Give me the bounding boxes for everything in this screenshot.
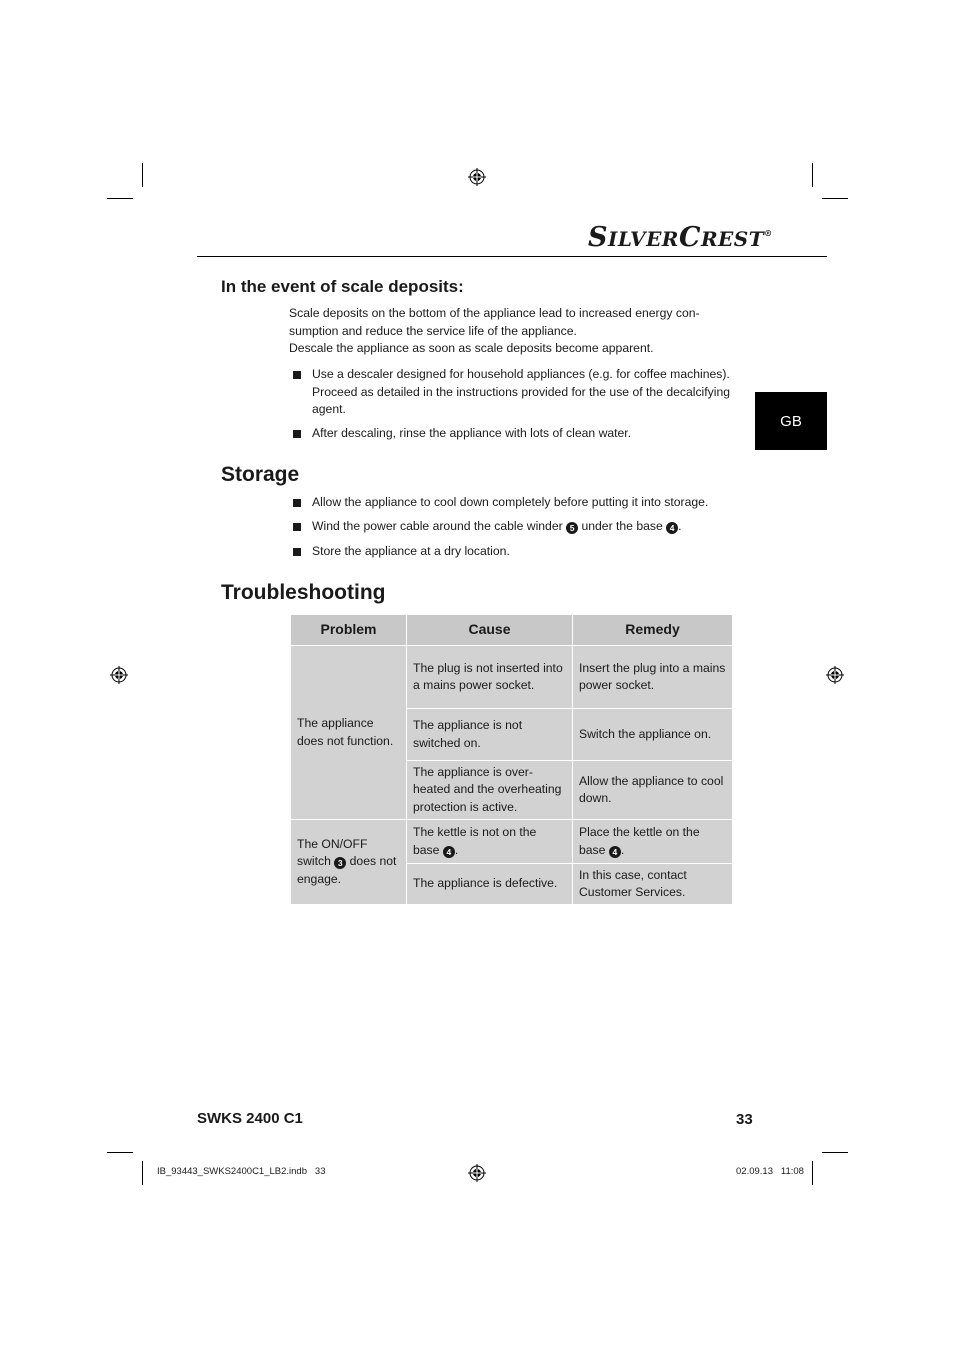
- crop-mark: [822, 1152, 848, 1153]
- table-row: [291, 820, 733, 864]
- registration-mark-icon: [468, 1164, 486, 1182]
- problem-cell: The ON/OFF switch 3 does not engage.: [291, 820, 407, 905]
- list-item: After descaling, rinse the appliance with lots of clean water.: [293, 425, 733, 443]
- language-tab-label: GB: [780, 412, 802, 430]
- registration-mark-icon: [110, 666, 128, 684]
- header-rule: [197, 256, 827, 257]
- table-header-row: [291, 615, 733, 646]
- ref-number-icon: 4: [443, 846, 455, 858]
- ref-number-icon: 5: [566, 522, 578, 534]
- remedy-cell: Place the kettle on the base 4 .: [573, 820, 733, 864]
- storage-heading: Storage: [221, 463, 300, 486]
- list-item: Use a descaler designed for household appliances (e.g. for coffee machines). Proceed as detailed in the instructions provided for the use of the decalcifying agent.: [293, 366, 733, 419]
- remedy-cell: Insert the plug into a mains power socket.: [573, 646, 733, 709]
- crop-mark: [107, 1152, 133, 1153]
- crop-mark: [812, 163, 813, 187]
- crop-mark: [142, 1161, 143, 1185]
- language-tab: [755, 392, 827, 450]
- remedy-cell: In this case, contact Customer Services.: [573, 864, 733, 905]
- crop-mark: [142, 163, 143, 187]
- bullet-square-icon: [293, 548, 301, 556]
- troubleshooting-heading: Troubleshooting: [221, 581, 386, 604]
- page-number: 33: [736, 1111, 753, 1128]
- cause-cell: The appliance is over-heated and the overheating protection is active.: [407, 761, 573, 820]
- print-slug-date: 02.09.13 11:08: [736, 1166, 804, 1177]
- column-header-remedy: Remedy: [573, 615, 733, 646]
- column-header-problem: Problem: [291, 615, 407, 646]
- brand-logo: SILVERCREST®: [588, 222, 773, 253]
- print-slug-file: IB_93443_SWKS2400C1_LB2.indb 33: [157, 1166, 326, 1177]
- list-item: Allow the appliance to cool down completely before putting it into storage.: [293, 494, 733, 512]
- scale-paragraph: Scale deposits on the bottom of the appliance lead to increased energy con- sumption and reduce the service life of the appliance. Descale the appliance as soon as scale deposits become apparent.: [289, 306, 700, 356]
- crop-mark: [107, 198, 133, 199]
- crop-mark: [812, 1161, 813, 1185]
- table-row: [291, 646, 733, 709]
- list-item: Wind the power cable around the cable winder 5 under the base 4 .: [293, 518, 733, 536]
- column-header-cause: Cause: [407, 615, 573, 646]
- registration-mark-icon: [468, 168, 486, 186]
- remedy-cell: Switch the appliance on.: [573, 709, 733, 761]
- ref-number-icon: 4: [666, 522, 678, 534]
- remedy-cell: Allow the appliance to cool down.: [573, 761, 733, 820]
- scale-heading: In the event of scale deposits:: [221, 277, 464, 296]
- list-item: Store the appliance at a dry location.: [293, 543, 733, 561]
- cause-cell: The kettle is not on the base 4 .: [407, 820, 573, 864]
- cause-cell: The appliance is not switched on.: [407, 709, 573, 761]
- ref-number-icon: 4: [609, 846, 621, 858]
- crop-mark: [822, 198, 848, 199]
- bullet-square-icon: [293, 430, 301, 438]
- footer-model: SWKS 2400 C1: [197, 1110, 303, 1127]
- ref-number-icon: 3: [334, 857, 346, 869]
- troubleshooting-table: [290, 614, 733, 905]
- cause-cell: The plug is not inserted into a mains power socket.: [407, 646, 573, 709]
- bullet-square-icon: [293, 499, 301, 507]
- bullet-square-icon: [293, 523, 301, 531]
- registration-mark-icon: [826, 666, 844, 684]
- bullet-square-icon: [293, 371, 301, 379]
- problem-cell: The appliance does not function.: [291, 646, 407, 820]
- cause-cell: The appliance is defective.: [407, 864, 573, 905]
